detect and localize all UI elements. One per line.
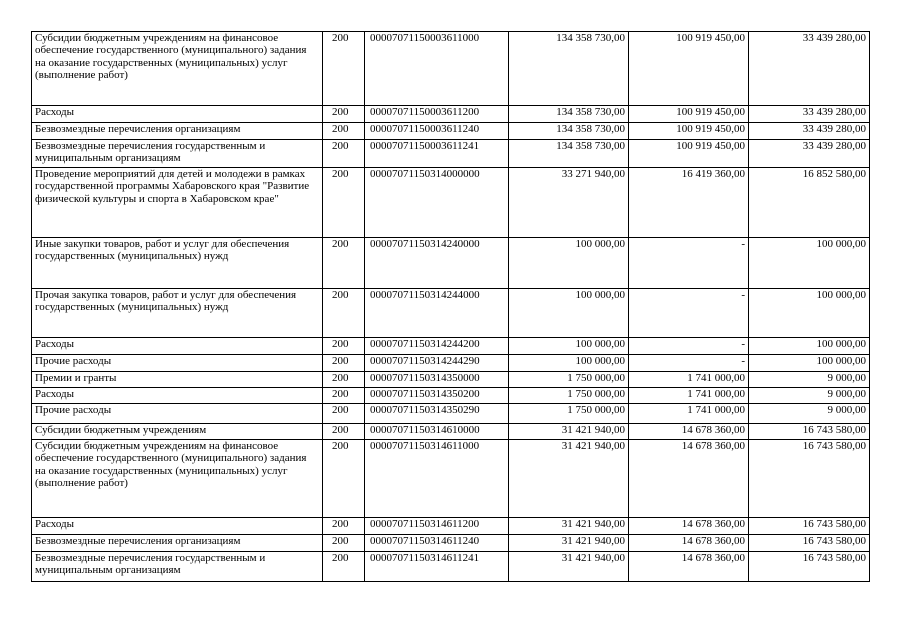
expense-name-cell: Расходы	[32, 338, 323, 355]
classification-code-cell: 00007071150003611000	[365, 32, 509, 106]
unexecuted-amount-cell: 33 439 280,00	[749, 106, 870, 123]
approved-amount-cell: 100 000,00	[509, 355, 629, 372]
table-row	[32, 140, 870, 168]
executed-amount-cell: 14 678 360,00	[629, 440, 749, 518]
approved-amount-cell: 100 000,00	[509, 338, 629, 355]
unexecuted-amount-cell: 9 000,00	[749, 372, 870, 388]
executed-amount-cell: -	[629, 238, 749, 289]
table-row	[32, 238, 870, 289]
line-code-cell: 200	[323, 168, 365, 238]
table-row	[32, 106, 870, 123]
expense-name-cell: Субсидии бюджетным учреждениям на финансовое обеспечение государственного (муниципального) задания на оказание государственных (муниципальных) услуг (выполнение работ)	[32, 32, 323, 106]
table-row	[32, 123, 870, 140]
line-code-cell: 200	[323, 338, 365, 355]
table-row	[32, 32, 870, 106]
expense-name-cell: Субсидии бюджетным учреждениям	[32, 424, 323, 440]
line-code-cell: 200	[323, 238, 365, 289]
expense-name-cell: Премии и гранты	[32, 372, 323, 388]
approved-amount-cell: 31 421 940,00	[509, 424, 629, 440]
classification-code-cell: 00007071150314611200	[365, 518, 509, 535]
unexecuted-amount-cell: 100 000,00	[749, 338, 870, 355]
expense-name-cell: Проведение мероприятий для детей и молодежи в рамках государственной программы Хабаровского края "Развитие физической культуры и спорта в Хабаровском крае"	[32, 168, 323, 238]
expense-name-cell: Прочие расходы	[32, 404, 323, 424]
executed-amount-cell: -	[629, 338, 749, 355]
executed-amount-cell: -	[629, 289, 749, 338]
approved-amount-cell: 1 750 000,00	[509, 404, 629, 424]
approved-amount-cell: 134 358 730,00	[509, 32, 629, 106]
approved-amount-cell: 1 750 000,00	[509, 388, 629, 404]
unexecuted-amount-cell: 16 743 580,00	[749, 535, 870, 552]
executed-amount-cell: -	[629, 355, 749, 372]
line-code-cell: 200	[323, 289, 365, 338]
expense-name-cell: Расходы	[32, 388, 323, 404]
budget-report-page	[31, 31, 869, 582]
table-row	[32, 388, 870, 404]
line-code-cell: 200	[323, 535, 365, 552]
expense-name-cell: Расходы	[32, 106, 323, 123]
line-code-cell: 200	[323, 355, 365, 372]
unexecuted-amount-cell: 9 000,00	[749, 404, 870, 424]
table-row	[32, 424, 870, 440]
approved-amount-cell: 33 271 940,00	[509, 168, 629, 238]
line-code-cell: 200	[323, 404, 365, 424]
executed-amount-cell: 100 919 450,00	[629, 123, 749, 140]
approved-amount-cell: 134 358 730,00	[509, 140, 629, 168]
line-code-cell: 200	[323, 518, 365, 535]
classification-code-cell: 00007071150314611241	[365, 552, 509, 582]
unexecuted-amount-cell: 100 000,00	[749, 355, 870, 372]
table-row	[32, 338, 870, 355]
classification-code-cell: 00007071150314611000	[365, 440, 509, 518]
approved-amount-cell: 1 750 000,00	[509, 372, 629, 388]
executed-amount-cell: 16 419 360,00	[629, 168, 749, 238]
expense-name-cell: Прочая закупка товаров, работ и услуг для обеспечения государственных (муниципальных) нужд	[32, 289, 323, 338]
line-code-cell: 200	[323, 123, 365, 140]
table-row	[32, 404, 870, 424]
classification-code-cell: 00007071150314350290	[365, 404, 509, 424]
approved-amount-cell: 134 358 730,00	[509, 106, 629, 123]
classification-code-cell: 00007071150003611200	[365, 106, 509, 123]
expense-name-cell: Безвозмездные перечисления государственным и муниципальным организациям	[32, 140, 323, 168]
line-code-cell: 200	[323, 140, 365, 168]
unexecuted-amount-cell: 33 439 280,00	[749, 140, 870, 168]
table-row	[32, 355, 870, 372]
unexecuted-amount-cell: 16 743 580,00	[749, 518, 870, 535]
approved-amount-cell: 134 358 730,00	[509, 123, 629, 140]
unexecuted-amount-cell: 9 000,00	[749, 388, 870, 404]
executed-amount-cell: 14 678 360,00	[629, 518, 749, 535]
unexecuted-amount-cell: 16 743 580,00	[749, 552, 870, 582]
unexecuted-amount-cell: 100 000,00	[749, 289, 870, 338]
executed-amount-cell: 14 678 360,00	[629, 424, 749, 440]
line-code-cell: 200	[323, 440, 365, 518]
budget-expenditure-table	[31, 31, 870, 582]
table-row	[32, 168, 870, 238]
executed-amount-cell: 100 919 450,00	[629, 140, 749, 168]
approved-amount-cell: 100 000,00	[509, 289, 629, 338]
line-code-cell: 200	[323, 388, 365, 404]
table-body	[32, 32, 870, 582]
executed-amount-cell: 100 919 450,00	[629, 32, 749, 106]
unexecuted-amount-cell: 16 852 580,00	[749, 168, 870, 238]
unexecuted-amount-cell: 16 743 580,00	[749, 424, 870, 440]
classification-code-cell: 00007071150314244200	[365, 338, 509, 355]
table-row	[32, 518, 870, 535]
approved-amount-cell: 31 421 940,00	[509, 552, 629, 582]
approved-amount-cell: 100 000,00	[509, 238, 629, 289]
classification-code-cell: 00007071150314610000	[365, 424, 509, 440]
expense-name-cell: Прочие расходы	[32, 355, 323, 372]
table-row	[32, 289, 870, 338]
unexecuted-amount-cell: 16 743 580,00	[749, 440, 870, 518]
expense-name-cell: Безвозмездные перечисления государственным и муниципальным организациям	[32, 552, 323, 582]
classification-code-cell: 00007071150314350000	[365, 372, 509, 388]
classification-code-cell: 00007071150003611240	[365, 123, 509, 140]
unexecuted-amount-cell: 100 000,00	[749, 238, 870, 289]
table-row	[32, 535, 870, 552]
approved-amount-cell: 31 421 940,00	[509, 518, 629, 535]
expense-name-cell: Расходы	[32, 518, 323, 535]
executed-amount-cell: 1 741 000,00	[629, 404, 749, 424]
table-row	[32, 372, 870, 388]
expense-name-cell: Иные закупки товаров, работ и услуг для обеспечения государственных (муниципальных) нужд	[32, 238, 323, 289]
expense-name-cell: Субсидии бюджетным учреждениям на финансовое обеспечение государственного (муниципального) задания на оказание государственных (муниципальных) услуг (выполнение работ)	[32, 440, 323, 518]
line-code-cell: 200	[323, 106, 365, 123]
classification-code-cell: 00007071150314611240	[365, 535, 509, 552]
executed-amount-cell: 1 741 000,00	[629, 372, 749, 388]
classification-code-cell: 00007071150314000000	[365, 168, 509, 238]
line-code-cell: 200	[323, 32, 365, 106]
classification-code-cell: 00007071150003611241	[365, 140, 509, 168]
classification-code-cell: 00007071150314244290	[365, 355, 509, 372]
line-code-cell: 200	[323, 424, 365, 440]
line-code-cell: 200	[323, 552, 365, 582]
classification-code-cell: 00007071150314244000	[365, 289, 509, 338]
executed-amount-cell: 100 919 450,00	[629, 106, 749, 123]
classification-code-cell: 00007071150314240000	[365, 238, 509, 289]
expense-name-cell: Безвозмездные перечисления организациям	[32, 535, 323, 552]
unexecuted-amount-cell: 33 439 280,00	[749, 32, 870, 106]
executed-amount-cell: 14 678 360,00	[629, 552, 749, 582]
approved-amount-cell: 31 421 940,00	[509, 535, 629, 552]
unexecuted-amount-cell: 33 439 280,00	[749, 123, 870, 140]
table-row	[32, 440, 870, 518]
classification-code-cell: 00007071150314350200	[365, 388, 509, 404]
executed-amount-cell: 1 741 000,00	[629, 388, 749, 404]
expense-name-cell: Безвозмездные перечисления организациям	[32, 123, 323, 140]
executed-amount-cell: 14 678 360,00	[629, 535, 749, 552]
approved-amount-cell: 31 421 940,00	[509, 440, 629, 518]
line-code-cell: 200	[323, 372, 365, 388]
table-row	[32, 552, 870, 582]
